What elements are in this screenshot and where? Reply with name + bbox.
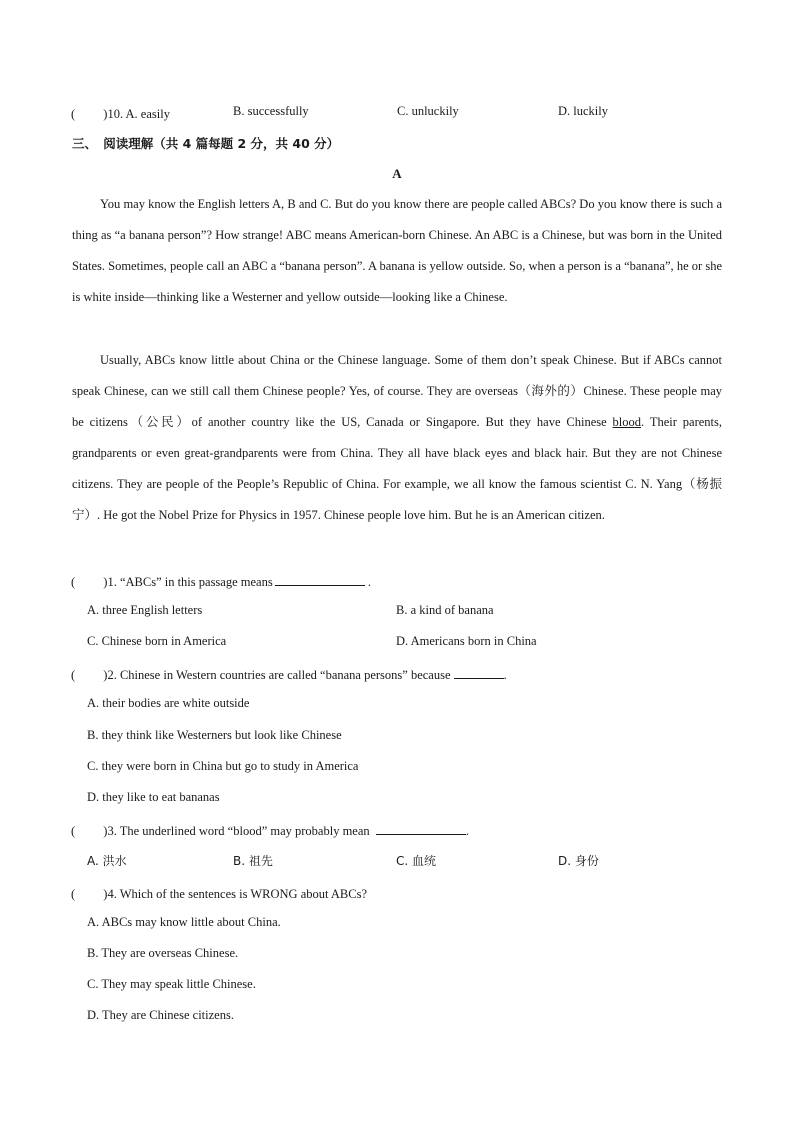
answer-blank xyxy=(376,822,466,835)
passage-paragraph-2 xyxy=(72,345,722,531)
question-1-option-a: A. three English letters xyxy=(87,603,203,617)
question-3-options xyxy=(87,852,747,868)
question-1-option-d: D. Americans born in China xyxy=(396,634,537,648)
question-10-stem: ( )10. A. easily xyxy=(71,107,170,121)
question-2-stem: ( )2. Chinese in Western countries are called “banana persons” because xyxy=(71,668,451,682)
question-3-tail: . xyxy=(465,824,470,838)
question-3-option-a: A. 洪水 xyxy=(87,854,127,868)
section-heading: 三、 阅读理解（共 4 篇每题 2 分，共 40 分） xyxy=(72,136,340,151)
question-2-option-a: A. their bodies are white outside xyxy=(87,696,250,710)
passage-paragraph-2-part-a: Usually, ABCs know little about China or the Chinese language. Some of them don’t speak Chinese. But if ABCs cannot speak Chinese, can we still call them Chinese people? Yes, of course. They are overseas（海外的）Chinese. These people may be citizens（公民）of another country like the US, Canada or Singapore. But they have Chinese xyxy=(72,353,722,429)
passage-paragraph-2-part-b: . Their parents, grandparents or even great-grandparents were from China. They all have black eyes and black hair. But they are not Chinese citizens. They are people of the People’s Republic of China. For example, we all know the famous scientist C. N. Yang（杨振宁）. He got the Nobel Prize for Physics in 1957. Chinese people love him. But he is an American citizen. xyxy=(72,415,722,522)
question-1-stem: ( )1. “ABCs” in this passage means xyxy=(71,575,273,589)
question-2 xyxy=(71,665,507,683)
question-3-stem: ( )3. The underlined word “blood” may probably mean xyxy=(71,824,370,838)
passage-title: A xyxy=(392,166,402,181)
question-10-option-d: D. luckily xyxy=(558,104,608,118)
question-2-option-b: B. they think like Westerners but look like Chinese xyxy=(87,728,342,742)
question-3-option-c: C. 血统 xyxy=(396,854,437,868)
question-1-option-b: B. a kind of banana xyxy=(396,603,494,617)
answer-blank xyxy=(454,666,504,679)
answer-blank xyxy=(275,573,365,586)
question-10-option-c: C. unluckily xyxy=(397,104,459,118)
question-10-option-b: B. successfully xyxy=(233,104,309,118)
question-1-option-c: C. Chinese born in America xyxy=(87,634,227,648)
underlined-word-blood: blood xyxy=(612,415,642,429)
question-3-option-b: B. 祖先 xyxy=(233,854,273,868)
passage-paragraph-1: You may know the English letters A, B and C. But do you know there are people called ABCs? Do you know there is such a thing as “a banana person”? How strange! ABC means American-born Chinese. An ABC is a Chinese, but was born in the United States. Sometimes, people call an ABC a “banana person”. A banana is yellow outside. So, when a person is a “banana”, he or she is white inside—thinking like a Westerner and yellow outside—looking like a Chinese. xyxy=(72,197,722,304)
question-4-option-d: D. They are Chinese citizens. xyxy=(87,1008,234,1022)
question-3-option-d: D. 身份 xyxy=(558,854,599,868)
question-2-tail: . xyxy=(503,668,507,682)
question-2-option-d: D. they like to eat bananas xyxy=(87,790,220,804)
question-4-option-b: B. They are overseas Chinese. xyxy=(87,946,239,960)
question-4-option-c: C. They may speak little Chinese. xyxy=(87,977,256,991)
question-4-stem: ( )4. Which of the sentences is WRONG about ABCs? xyxy=(71,887,368,901)
question-4 xyxy=(71,884,367,902)
question-1-tail: . xyxy=(367,575,371,589)
question-4-option-a: A. ABCs may know little about China. xyxy=(87,915,281,929)
question-2-option-c: C. they were born in China but go to study in America xyxy=(87,759,359,773)
question-1 xyxy=(71,572,371,590)
question-3 xyxy=(71,821,469,839)
